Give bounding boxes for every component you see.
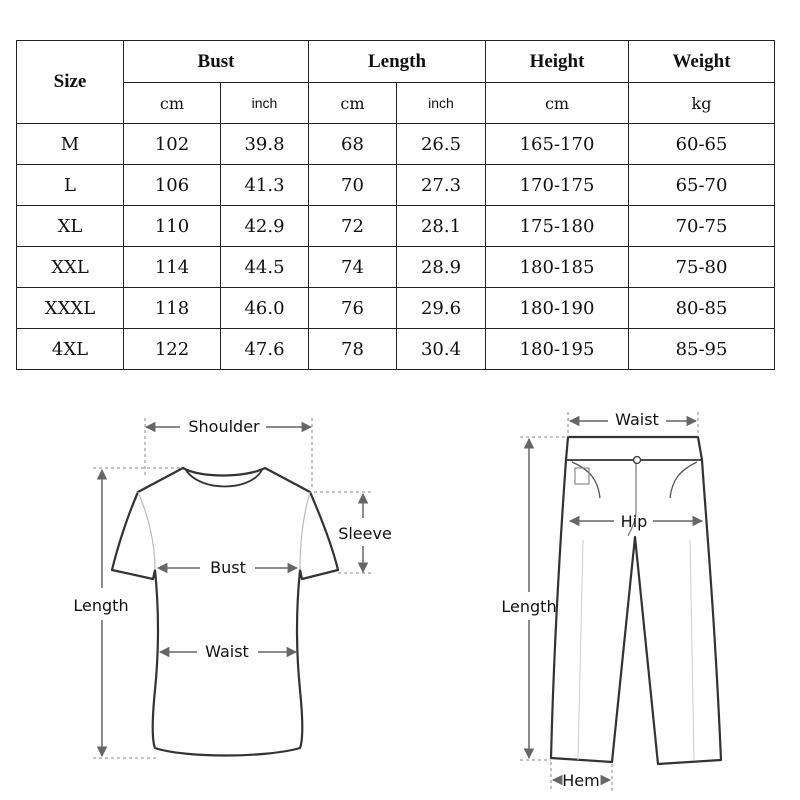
size-chart-table (16, 40, 775, 370)
length-cm-cell: 70 (309, 165, 397, 206)
table-row (17, 329, 775, 370)
pants-button (634, 457, 641, 464)
length-cm-cell: 72 (309, 206, 397, 247)
bust-inch-cell: 46.0 (221, 288, 309, 329)
length-cm-cell: 76 (309, 288, 397, 329)
length-header: Length (309, 41, 486, 83)
table-row (17, 165, 775, 206)
bust-inch-cell: 47.6 (221, 329, 309, 370)
length-inch-cell: 27.3 (397, 165, 486, 206)
bust-header: Bust (124, 41, 309, 83)
bust-cm-cell: 110 (124, 206, 221, 247)
size-cell: M (17, 124, 124, 165)
weight-cell: 70-75 (629, 206, 775, 247)
size-cell: XL (17, 206, 124, 247)
height-cell: 165-170 (486, 124, 629, 165)
length-inch-cell: 29.6 (397, 288, 486, 329)
pants-diagram (501, 410, 721, 792)
hem-label: Hem (562, 771, 600, 790)
bust-inch-cell: 42.9 (221, 206, 309, 247)
bust-cm-cell: 118 (124, 288, 221, 329)
size-cell: L (17, 165, 124, 206)
length-inch-cell: 30.4 (397, 329, 486, 370)
bust-inch-cell: 44.5 (221, 247, 309, 288)
size-cell: XXL (17, 247, 124, 288)
waist-label: Waist (205, 642, 249, 661)
shoulder-label: Shoulder (188, 417, 260, 436)
length-cm-unit: cm (309, 83, 397, 124)
bust-cm-unit: cm (124, 83, 221, 124)
bust-inch-cell: 41.3 (221, 165, 309, 206)
shirt-length-label: Length (73, 596, 129, 615)
table-row (17, 206, 775, 247)
weight-unit: kg (629, 83, 775, 124)
size-header: Size (17, 41, 124, 124)
weight-header: Weight (629, 41, 775, 83)
bust-cm-cell: 122 (124, 329, 221, 370)
weight-cell: 60-65 (629, 124, 775, 165)
weight-cell: 80-85 (629, 288, 775, 329)
bust-inch-cell: 39.8 (221, 124, 309, 165)
length-inch-cell: 26.5 (397, 124, 486, 165)
bust-cm-cell: 102 (124, 124, 221, 165)
weight-cell: 65-70 (629, 165, 775, 206)
measurement-diagrams (0, 385, 800, 800)
height-cell: 180-190 (486, 288, 629, 329)
length-inch-cell: 28.9 (397, 247, 486, 288)
bust-cm-cell: 106 (124, 165, 221, 206)
weight-cell: 85-95 (629, 329, 775, 370)
bust-inch-unit: inch (221, 83, 309, 124)
pants-waist-label: Waist (615, 410, 659, 429)
sleeve-label: Sleeve (338, 524, 392, 543)
size-cell: XXXL (17, 288, 124, 329)
length-cm-cell: 78 (309, 329, 397, 370)
tshirt-diagram (73, 417, 391, 758)
table-row (17, 247, 775, 288)
length-cm-cell: 74 (309, 247, 397, 288)
height-cell: 180-195 (486, 329, 629, 370)
height-cell: 170-175 (486, 165, 629, 206)
length-inch-cell: 28.1 (397, 206, 486, 247)
table-row (17, 288, 775, 329)
length-inch-unit: inch (397, 83, 486, 124)
table-row (17, 124, 775, 165)
length-cm-cell: 68 (309, 124, 397, 165)
height-unit: cm (486, 83, 629, 124)
height-header: Height (486, 41, 629, 83)
tshirt-outline (112, 468, 338, 756)
height-cell: 175-180 (486, 206, 629, 247)
pants-length-label: Length (501, 597, 557, 616)
hip-label: Hip (620, 512, 648, 531)
bust-label: Bust (210, 558, 246, 577)
bust-cm-cell: 114 (124, 247, 221, 288)
size-cell: 4XL (17, 329, 124, 370)
height-cell: 180-185 (486, 247, 629, 288)
weight-cell: 75-80 (629, 247, 775, 288)
